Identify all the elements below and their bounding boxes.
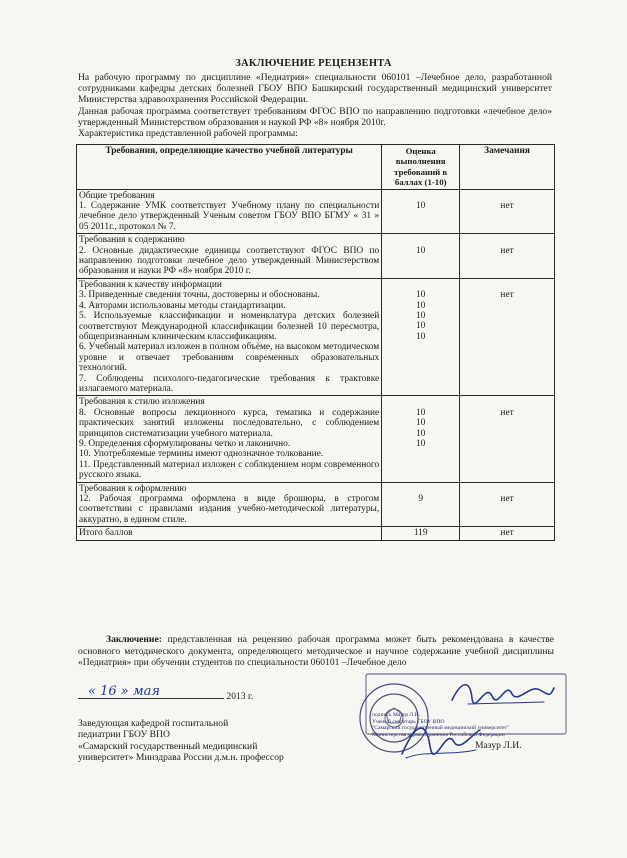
stamp-line: "Самарский государственный медицинский университет": [372, 725, 510, 732]
conclusion-text: представленная на рецензию рабочая программа может быть рекомендована в качестве основного методического документа, определяющего методическое и научное содержание учебной дисциплины «Педиатрия» при обучении студентов по специальности 060101 –Лечебное дело: [78, 634, 554, 669]
score-value: 10: [415, 428, 426, 439]
intro-paragraph: Данная рабочая программа соответствует требованиям ФГОС ВПО по направлению подготовки «лечебное дело» утвержденный Министерством образования и наукой РФ «8» ноября 2010г.: [78, 105, 552, 128]
requirement-item: 11. Представленный материал изложен с соблюдением норм современного русского языка.: [79, 459, 380, 481]
section-title: Требования к содержанию: [79, 235, 185, 246]
document-title: ЗАКЛЮЧЕНИЕ РЕЦЕНЗЕНТА: [235, 58, 392, 69]
score-value: 9: [418, 493, 424, 504]
signature-icon: [448, 676, 558, 710]
handwritten-date: « 16 » мая: [88, 684, 160, 699]
requirement-item: 7. Соблюдены психолого-педагогические требования к трактовке излагаемого материала.: [79, 373, 380, 394]
requirement-item: 12. Рабочая программа оформлена в виде брошюры, в строгом соответствии с правилами издания учебно-методической литературы, аккуратно, в едином стиле.: [79, 494, 380, 525]
table-row: [77, 396, 555, 482]
intro-block: [78, 72, 552, 139]
total-remark: нет: [460, 527, 555, 540]
signer-line: педиатрии ГБОУ ВПО: [78, 729, 170, 741]
requirements-cell: [77, 278, 382, 395]
remark-value: нет: [500, 290, 514, 301]
header-requirements: Требования, определяющие качество учебной литературы: [77, 145, 382, 190]
table-row: [77, 482, 555, 527]
header-score: Оценка выполнения требований в баллах (1-10): [382, 145, 460, 190]
requirement-item: 1. Содержание УМК соответствует Учебному плану по специальности лечебное дело утвержденный Ученым советом ГБОУ ВПО БГМУ « 31 » 05 2011г., протокол № 7.: [79, 201, 380, 232]
remark-value: нет: [500, 407, 514, 418]
score-cell: [382, 278, 460, 395]
requirement-item: 10. Употребляемые термины имеют однозначное толкование.: [79, 449, 324, 460]
review-table: [76, 144, 555, 541]
total-score: 119: [382, 527, 460, 540]
stamp-line: подпись Мазур Л.И.: [372, 712, 421, 718]
remark-cell: [460, 278, 555, 395]
date-year: 2013 г.: [226, 691, 254, 702]
score-cell: [382, 482, 460, 527]
requirement-item: 9. Определения сформулированы четко и лаконично.: [79, 438, 291, 449]
section-title: Требования к оформлению: [79, 483, 187, 494]
requirement-item: 2. Основные дидактические единицы соответствуют ФГОС ВПО по направлению подготовки лечебное дело утвержденный Министерством образования и науки РФ «8» ноября 2010 г.: [79, 245, 380, 277]
remark-cell: [460, 396, 555, 482]
stamp-line: Ученый секретарь ГБОУ ВПО: [372, 718, 445, 725]
section-title: Общие требования: [79, 190, 155, 201]
remark-cell: [460, 189, 555, 234]
requirement-item: 6. Учебный материал изложен в полном объёме, на высоком методическом уровне и отвечает требованиям современных образовательных технологий.: [79, 342, 380, 374]
requirement-item: 4. Авторами использованы методы стандартизации.: [79, 300, 286, 311]
score-value: 10: [415, 331, 426, 342]
header-remarks: Замечания: [460, 145, 555, 190]
signer-line: «Самарский государственный медицинский: [78, 740, 258, 752]
intro-paragraph: Характеристика представленной рабочей программы:: [78, 128, 298, 140]
section-title: Требования к качеству информации: [79, 279, 222, 290]
score-value: 10: [415, 321, 426, 332]
requirements-cell: [77, 482, 382, 527]
requirement-item: 3. Приведенные сведения точны, достоверны и обоснованы.: [79, 290, 320, 301]
requirements-cell: [77, 234, 382, 279]
score-value: 10: [415, 311, 426, 322]
table-row: [77, 278, 555, 395]
remark-value: нет: [500, 245, 514, 256]
score-cell: [382, 234, 460, 279]
score-value: 10: [415, 201, 426, 212]
conclusion-lead: Заключение:: [106, 634, 162, 645]
intro-paragraph: На рабочую программу по дисциплине «Педиатрия» специальности 060101 –Лечебное дело, разработанной сотрудниками кафедры детских болезней ГБОУ ВПО Башкирский государственный медицинский университет Министерства здравоохранения Российской Федерации.: [78, 72, 552, 106]
signer-name: Мазур Л.И.: [475, 740, 522, 751]
remark-value: нет: [500, 201, 514, 212]
requirement-item: 5. Используемые классификации и номенклатура детских болезней соответствуют Международной классификации болезней 10 пересмотра, общепризнанным клиническим классификациям.: [79, 311, 380, 342]
requirements-cell: [77, 396, 382, 482]
conclusion-paragraph: [78, 634, 554, 669]
score-value: 10: [415, 300, 426, 311]
remark-value: нет: [500, 493, 514, 504]
stamp-line: Министерства здравоохранения Российской Федерации: [372, 731, 505, 738]
score-value: 10: [415, 290, 426, 301]
score-value: 10: [415, 407, 426, 418]
table-header-row: [77, 145, 555, 190]
signer-line: Заведующая кафедрой госпитальной: [78, 718, 229, 729]
total-row: [77, 527, 555, 540]
requirements-cell: [77, 189, 382, 234]
score-cell: [382, 189, 460, 234]
score-value: 10: [415, 438, 426, 449]
score-value: 10: [415, 245, 426, 256]
remark-cell: [460, 482, 555, 527]
requirement-item: 8. Основные вопросы лекционного курса, тематика и содержание практических занятий изложены последовательно, с соблюдением принципов систематизации учебного материала.: [79, 407, 380, 439]
table-row: [77, 189, 555, 234]
total-label: Итого баллов: [77, 527, 382, 540]
score-value: 10: [415, 418, 426, 429]
signer-line: университет» Минздрава России д.м.н. профессор: [78, 752, 284, 764]
signer-block: [78, 718, 378, 764]
score-cell: [382, 396, 460, 482]
section-title: Требования к стилю изложения: [79, 397, 205, 408]
remark-cell: [460, 234, 555, 279]
signature-icon: [396, 716, 486, 762]
table-row: [77, 234, 555, 279]
